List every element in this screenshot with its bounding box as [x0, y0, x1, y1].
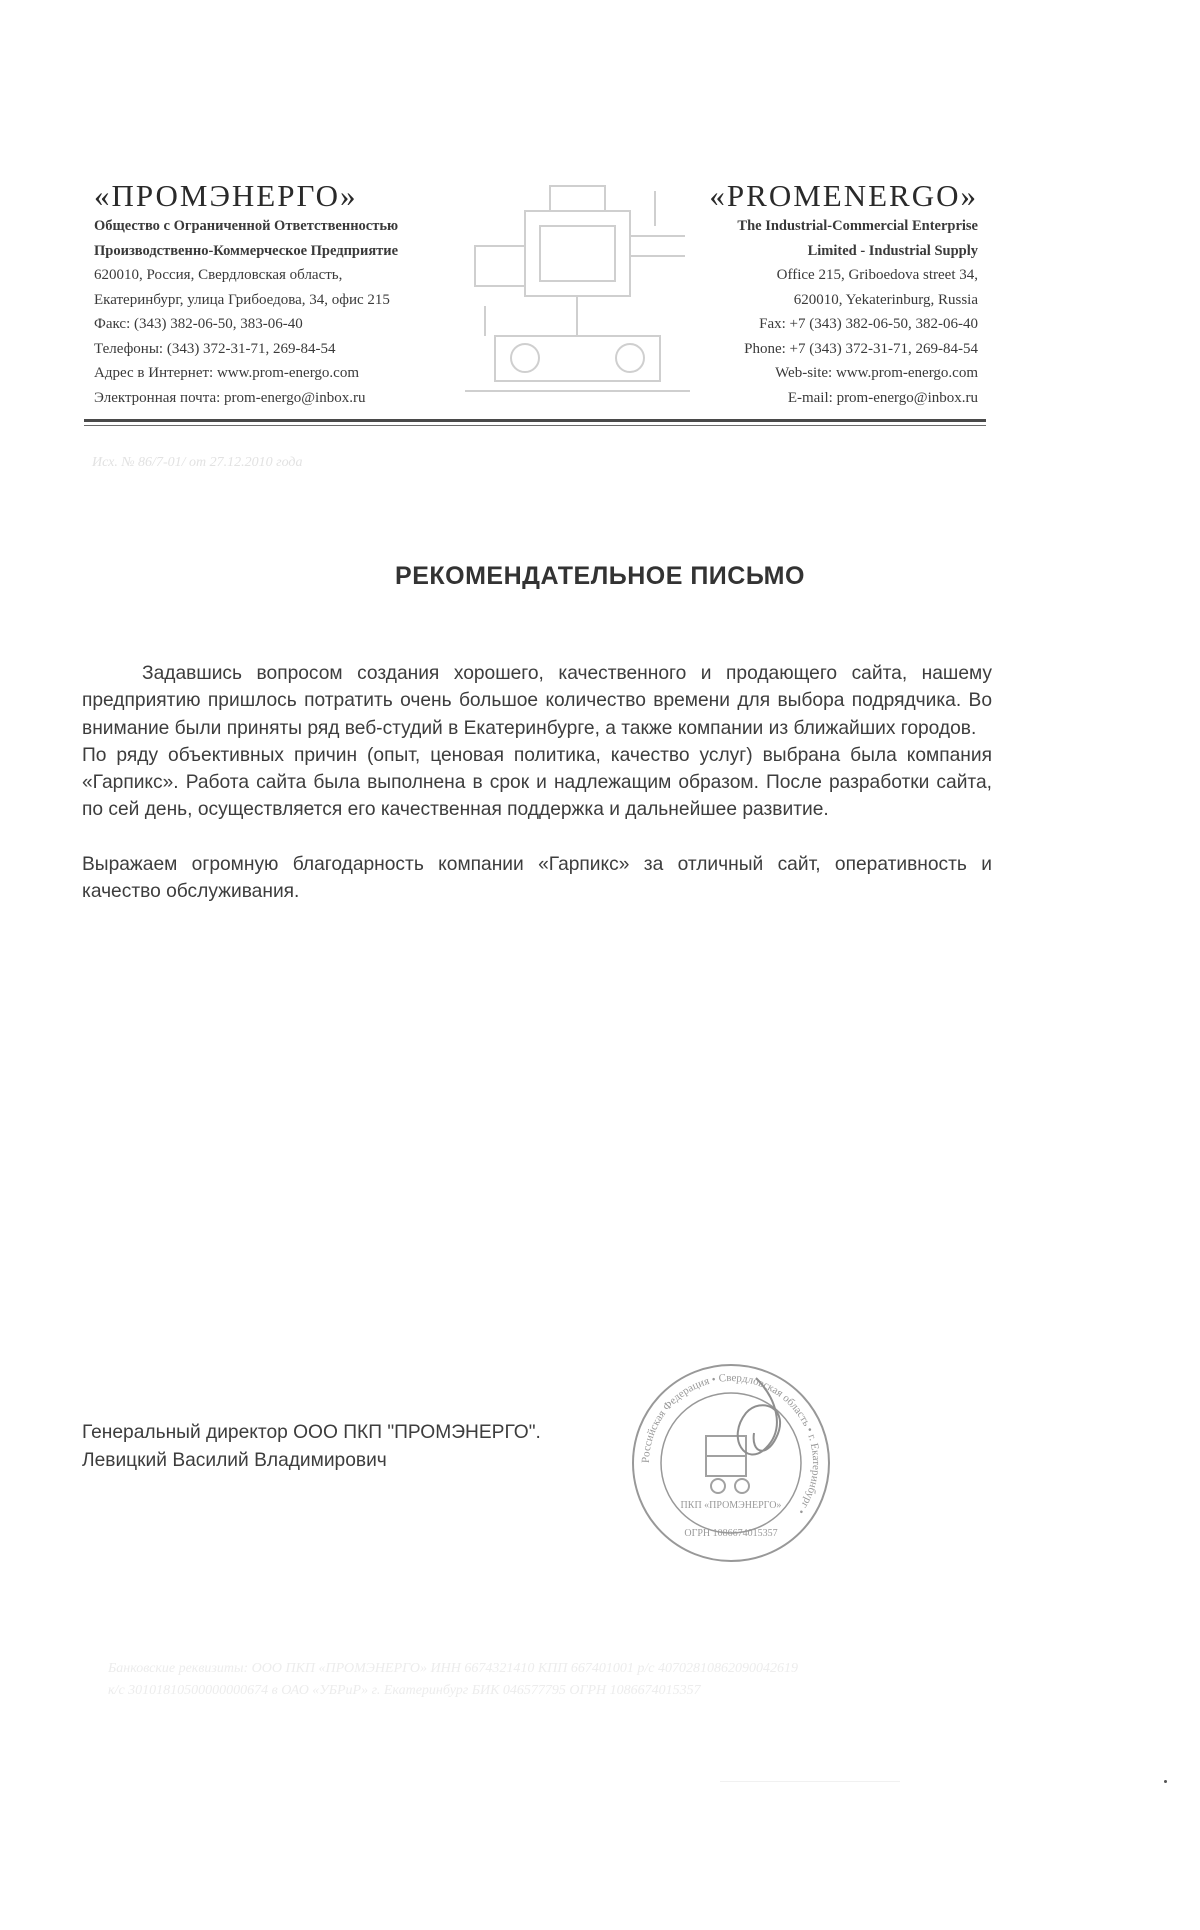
letterhead-left-line: Производственно-Коммерческое Предприятие	[94, 242, 399, 259]
signatory-name: Левицкий Василий Владимирович	[82, 1450, 387, 1471]
letterhead-divider-thin	[84, 425, 986, 426]
letterhead-left-line: Телефоны: (343) 372-31-71, 269-84-54	[94, 340, 336, 357]
seal-inner-text: ПКП «ПРОМЭНЕРГО»	[680, 1500, 782, 1511]
body-paragraph: По ряду объективных причин (опыт, ценовая политика, качество услуг) выбрана была компания «Гарпикс». Работа сайта была выполнена в срок и надлежащим образом. После разработки сайта, по сей день, осуществляется его качественная поддержка и дальнейшее развитие.	[82, 744, 992, 821]
letterhead-right-line: E-mail: prom-energo@inbox.ru	[787, 389, 978, 406]
letter-body	[82, 660, 992, 905]
letterhead-right-line: Phone: +7 (343) 372-31-71, 269-84-54	[744, 340, 978, 357]
bank-details-line: к/с 30101810500000000674 в ОАО «УБРиР» г. Екатеринбург БИК 046577795 ОГРН 1086674015357	[108, 1683, 701, 1698]
outgoing-reference: Исх. № 86/7-01/ от 27.12.2010 года	[92, 455, 303, 470]
bank-details	[108, 1658, 988, 1702]
letterhead-right-line: The Industrial-Commercial Enterprise	[737, 218, 978, 234]
letterhead-left-line: Общество с Ограниченной Ответственностью	[94, 218, 399, 234]
letterhead-right-line: Office 215, Griboedova street 34,	[776, 267, 978, 283]
scan-speck	[1164, 1780, 1167, 1783]
body-paragraph: Задавшись вопросом создания хорошего, качественного и продающего сайта, нашему предприятию пришлось потратить очень большое количество времени для выбора подрядчика. Во внимание были приняты ряд веб-студий в Екатеринбурге, а также компании из ближайших городов.	[82, 663, 992, 739]
company-name-en: «PROMENERGO»	[709, 178, 978, 213]
footer-divider	[720, 1781, 900, 1782]
signature-block	[82, 1419, 541, 1475]
letterhead-left-line: Электронная почта: prom-energo@inbox.ru	[94, 389, 366, 406]
letterhead-left-line: Адрес в Интернет: www.prom-energo.com	[94, 365, 360, 381]
company-name-ru: «ПРОМЭНЕРГО»	[94, 178, 358, 213]
bank-details-line: Банковские реквизиты: ООО ПКП «ПРОМЭНЕРГО» ИНН 6674321410 КПП 667401001 р/с 40702810862090042619	[108, 1661, 798, 1676]
letterhead-right-line: Limited - Industrial Supply	[807, 242, 978, 259]
company-seal-icon	[626, 1358, 836, 1568]
document-title: РЕКОМЕНДАТЕЛЬНОЕ ПИСЬМО	[395, 562, 805, 590]
letterhead-right-line: Web-site: www.prom-energo.com	[775, 365, 978, 381]
letterhead-left-line: Екатеринбург, улица Грибоедова, 34, офис 215	[94, 291, 390, 308]
letterhead-left-line: Факс: (343) 382-06-50, 383-06-40	[94, 316, 303, 332]
letterhead-divider	[84, 419, 986, 422]
letterhead-left	[94, 178, 494, 410]
seal-ring-text: Российская Федерация • Свердловская область • г. Екатеринбург •	[639, 1371, 823, 1517]
letterhead-right-line: 620010, Yekaterinburg, Russia	[793, 291, 978, 308]
body-paragraph: Выражаем огромную благодарность компании «Гарпикс» за отличный сайт, оперативность и качество обслуживания.	[82, 853, 992, 903]
letterhead-right-line: Fax: +7 (343) 382-06-50, 382-06-40	[759, 316, 978, 332]
seal-ogrn: ОГРН 1086674015357	[684, 1528, 778, 1539]
letterhead-left-line: 620010, Россия, Свердловская область,	[94, 267, 343, 283]
signatory-position: Генеральный директор ООО ПКП "ПРОМЭНЕРГО".	[82, 1422, 541, 1443]
letterhead-right	[578, 178, 978, 410]
